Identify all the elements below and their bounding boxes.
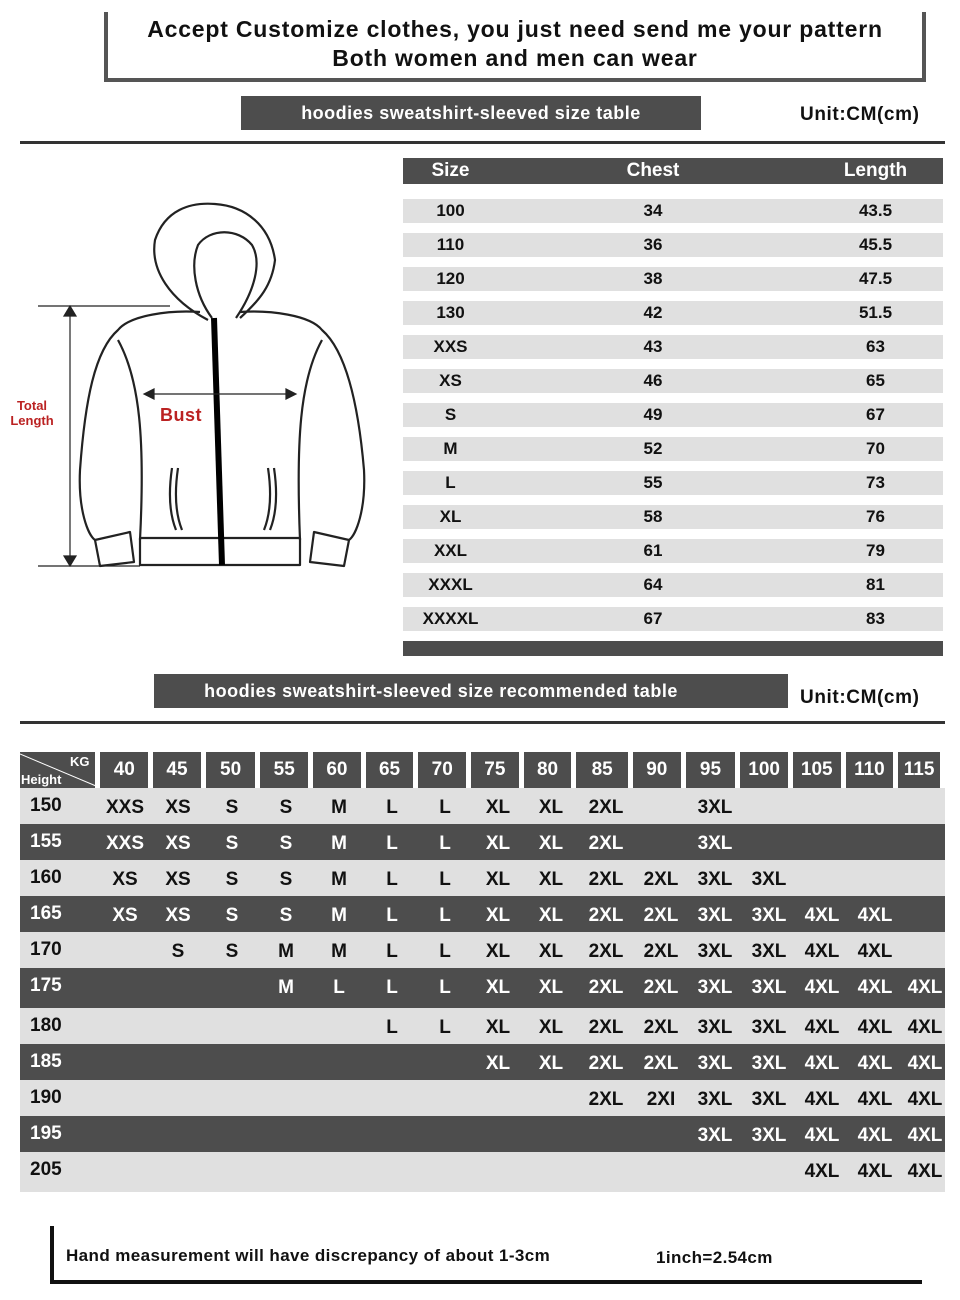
height-cell: 185 — [30, 1051, 62, 1072]
size-cell: XL — [485, 833, 511, 854]
size-cell: L — [386, 833, 398, 854]
size-cell: 3XL — [751, 905, 787, 926]
recommended-table-body — [20, 788, 945, 1192]
table-row — [20, 1116, 945, 1152]
chest-cell: 46 — [643, 371, 663, 390]
chest-cell: 58 — [643, 507, 663, 526]
length-cell: 67 — [866, 405, 885, 424]
weight-header-cell: 50 — [206, 752, 256, 788]
table-row — [403, 539, 943, 563]
size-cell: XXS — [433, 337, 468, 356]
weight-header-cell: 70 — [418, 752, 466, 788]
size-cell: S — [279, 869, 293, 890]
size-cell: 4XL — [804, 1053, 840, 1074]
size-cell: XXXL — [428, 575, 473, 594]
length-cell: 65 — [866, 371, 885, 390]
chest-cell: 64 — [643, 575, 663, 594]
size-cell: M — [331, 941, 347, 962]
size-cell: 2XL — [588, 1017, 624, 1038]
weight-header-cell: 40 — [100, 752, 148, 788]
size-table-title: hoodies sweatshirt-sleeved size table — [241, 96, 701, 130]
recommended-table-title: hoodies sweatshirt-sleeved size recommended table — [154, 674, 788, 708]
size-cell: 2XL — [588, 1053, 624, 1074]
size-cell: 4XL — [857, 1053, 893, 1074]
size-cell: XL — [538, 1017, 564, 1038]
weight-header-cell: 100 — [740, 752, 788, 788]
size-table-body — [403, 199, 943, 631]
size-cell: 3XL — [751, 977, 787, 998]
chest-cell: 55 — [643, 473, 663, 492]
weight-header-cell: 110 — [846, 752, 894, 788]
chest-cell: 34 — [643, 201, 663, 220]
length-cell: 79 — [866, 541, 885, 560]
size-cell: XL — [538, 977, 564, 998]
size-cell: 4XL — [804, 1125, 840, 1146]
size-cell: S — [279, 833, 293, 854]
corner-cell — [20, 752, 95, 788]
chest-cell: 42 — [643, 303, 663, 322]
weight-header-cell: 75 — [471, 752, 519, 788]
size-cell: 4XL — [804, 941, 840, 962]
length-cell: 81 — [866, 575, 885, 594]
measurement-note — [50, 1226, 922, 1284]
table-row — [20, 1008, 945, 1044]
size-cell: S — [225, 905, 239, 926]
size-cell: 2XL — [588, 797, 624, 818]
table-row — [403, 573, 943, 597]
size-cell: 3XL — [697, 1017, 733, 1038]
weight-header-cell: 115 — [898, 752, 940, 788]
divider — [20, 141, 945, 144]
chest-cell: 43 — [643, 337, 663, 356]
chest-cell: 52 — [643, 439, 663, 458]
length-cell: 47.5 — [858, 269, 893, 288]
size-cell: 3XL — [697, 1125, 733, 1146]
size-cell: XXS — [105, 833, 145, 854]
weight-header-cell: 60 — [313, 752, 361, 788]
size-cell: 2XL — [643, 869, 679, 890]
size-cell: M — [331, 869, 347, 890]
size-cell: 3XL — [697, 905, 733, 926]
size-cell: S — [225, 833, 239, 854]
size-cell: 4XL — [804, 977, 840, 998]
size-cell: 4XL — [907, 1125, 943, 1146]
divider — [20, 721, 945, 724]
table-row — [403, 505, 943, 529]
size-cell: XL — [439, 507, 462, 526]
size-cell: XXS — [105, 797, 145, 818]
size-cell: XS — [165, 797, 191, 818]
size-cell: 3XL — [697, 1053, 733, 1074]
length-cell: 45.5 — [858, 235, 893, 254]
length-cell: 43.5 — [858, 201, 893, 220]
size-cell: 4XL — [907, 977, 943, 998]
size-cell: L — [439, 797, 451, 818]
chest-cell: 61 — [643, 541, 663, 560]
size-cell: S — [279, 905, 293, 926]
size-cell: 4XL — [857, 1017, 893, 1038]
total-length-label: Total Length — [10, 398, 54, 428]
size-cell: L — [439, 869, 451, 890]
size-cell: 130 — [436, 303, 465, 322]
table-row — [20, 824, 945, 860]
size-cell: XL — [485, 977, 511, 998]
weight-header-cell: 85 — [576, 752, 628, 788]
height-cell: 170 — [30, 939, 62, 960]
height-cell: 160 — [30, 867, 62, 888]
chest-cell: 38 — [643, 269, 663, 288]
size-cell: 3XL — [697, 833, 733, 854]
weight-header-cell: 55 — [260, 752, 308, 788]
size-cell: M — [443, 439, 458, 458]
height-cell: 180 — [30, 1015, 62, 1036]
size-cell: XL — [538, 833, 564, 854]
size-cell: 3XL — [751, 941, 787, 962]
size-cell: 2XL — [588, 833, 624, 854]
size-cell: 3XL — [697, 1089, 733, 1110]
size-cell: 4XL — [804, 1089, 840, 1110]
table-row — [403, 233, 943, 257]
height-cell: 190 — [30, 1087, 62, 1108]
size-cell: 4XL — [804, 905, 840, 926]
size-cell: 4XL — [804, 1017, 840, 1038]
size-cell: 4XL — [857, 905, 893, 926]
chest-cell: 36 — [643, 235, 663, 254]
size-cell: M — [331, 833, 347, 854]
table-row — [20, 896, 945, 932]
size-cell: 2XL — [643, 905, 679, 926]
size-table-header — [403, 158, 943, 184]
size-cell: XL — [538, 941, 564, 962]
table-row — [403, 403, 943, 427]
size-cell: L — [386, 941, 398, 962]
size-cell: XS — [112, 869, 138, 890]
size-table — [403, 158, 943, 656]
height-cell: 175 — [30, 975, 62, 996]
size-cell: 4XL — [857, 941, 893, 962]
size-cell: S — [225, 797, 239, 818]
size-cell: 2XI — [646, 1089, 676, 1110]
length-cell: 51.5 — [858, 303, 893, 322]
size-cell: XL — [538, 1053, 564, 1074]
size-cell: S — [225, 941, 239, 962]
size-cell: XL — [485, 797, 511, 818]
table-row — [403, 369, 943, 393]
length-cell: 76 — [866, 507, 885, 526]
length-cell: 73 — [866, 473, 885, 492]
size-cell: 3XL — [697, 941, 733, 962]
length-cell: 63 — [866, 337, 885, 356]
inch-conversion: 1inch=2.54cm — [656, 1248, 773, 1267]
weight-header-cell: 80 — [524, 752, 572, 788]
size-cell: L — [439, 941, 451, 962]
corner-height-label: Height — [21, 772, 62, 787]
height-cell: 205 — [30, 1159, 62, 1180]
size-cell: 2XL — [588, 941, 624, 962]
size-cell: 2XL — [588, 869, 624, 890]
table-row — [403, 335, 943, 359]
size-cell: 2XL — [643, 1017, 679, 1038]
size-cell: 4XL — [907, 1161, 943, 1182]
size-cell: S — [279, 797, 293, 818]
table-row — [403, 607, 943, 631]
size-cell: XS — [165, 833, 191, 854]
header-banner — [104, 12, 926, 82]
size-cell: 3XL — [751, 1089, 787, 1110]
size-cell: 110 — [436, 235, 465, 254]
size-table-footer-bar — [403, 641, 943, 656]
size-cell: L — [439, 905, 451, 926]
weight-header-cell: 90 — [633, 752, 681, 788]
size-cell: 100 — [436, 201, 465, 220]
size-cell: XS — [165, 905, 191, 926]
table-row — [403, 199, 943, 223]
length-cell: 70 — [866, 439, 885, 458]
table-row — [20, 788, 945, 824]
table-row — [20, 1080, 945, 1116]
table-row — [20, 1152, 945, 1192]
size-cell: L — [386, 977, 398, 998]
size-cell: S — [171, 941, 185, 962]
size-cell: XXXXL — [422, 609, 479, 628]
table-row — [20, 1044, 945, 1080]
size-cell: 3XL — [751, 869, 787, 890]
size-cell: 4XL — [907, 1053, 943, 1074]
table-row — [403, 301, 943, 325]
height-cell: 150 — [30, 795, 62, 816]
recommended-table-unit: Unit:CM(cm) — [800, 687, 920, 708]
weight-header-cell: 95 — [686, 752, 736, 788]
size-cell: 2XL — [588, 977, 624, 998]
hoodie-diagram — [0, 190, 380, 590]
height-cell: 165 — [30, 903, 62, 924]
size-cell: 3XL — [751, 1053, 787, 1074]
banner-line-1: Accept Customize clothes, you just need send me your pattern — [147, 16, 883, 42]
weight-header-cell: 105 — [793, 752, 841, 788]
table-row — [20, 968, 945, 1008]
bust-label: Bust — [160, 405, 202, 425]
size-cell: XL — [485, 1053, 511, 1074]
size-cell: S — [444, 405, 457, 424]
size-cell: 4XL — [857, 1125, 893, 1146]
size-cell: M — [278, 977, 294, 998]
size-cell: M — [331, 797, 347, 818]
length-cell: 83 — [866, 609, 885, 628]
size-cell: XL — [538, 905, 564, 926]
size-cell: L — [445, 473, 456, 492]
recommended-table-header — [20, 752, 945, 788]
recommended-table — [20, 752, 945, 1192]
size-cell: XL — [485, 869, 511, 890]
banner-line-2: Both women and men can wear — [332, 45, 698, 71]
height-cell: 195 — [30, 1123, 62, 1144]
size-cell: XXL — [433, 541, 468, 560]
size-cell: 4XL — [907, 1017, 943, 1038]
discrepancy-note: Hand measurement will have discrepancy of about 1-3cm — [66, 1246, 551, 1265]
size-cell: 120 — [436, 269, 465, 288]
weight-header-cell: 45 — [153, 752, 201, 788]
size-cell: 4XL — [857, 1089, 893, 1110]
size-cell: XS — [439, 371, 462, 390]
size-cell: 3XL — [697, 869, 733, 890]
size-cell: 4XL — [804, 1161, 840, 1182]
size-cell: L — [439, 833, 451, 854]
size-cell: L — [439, 977, 451, 998]
size-cell: 2XL — [643, 1053, 679, 1074]
header-size: Size — [431, 160, 470, 181]
header-length: Length — [843, 160, 908, 181]
size-cell: L — [386, 1017, 398, 1038]
table-row — [403, 471, 943, 495]
table-row — [20, 932, 945, 968]
weight-header-cell: 65 — [366, 752, 414, 788]
size-cell: L — [386, 869, 398, 890]
size-cell: L — [333, 977, 345, 998]
size-cell: 2XL — [643, 977, 679, 998]
height-cell: 155 — [30, 831, 62, 852]
size-cell: 4XL — [857, 977, 893, 998]
size-cell: 3XL — [751, 1017, 787, 1038]
chest-cell: 67 — [643, 609, 663, 628]
size-table-unit: Unit:CM(cm) — [800, 104, 920, 125]
header-chest: Chest — [626, 160, 680, 181]
table-row — [403, 267, 943, 291]
size-cell: L — [386, 797, 398, 818]
size-cell: L — [386, 905, 398, 926]
size-cell: 3XL — [697, 977, 733, 998]
size-cell: XL — [485, 1017, 511, 1038]
size-cell: 4XL — [907, 1089, 943, 1110]
size-cell: XL — [485, 905, 511, 926]
size-cell: 3XL — [697, 797, 733, 818]
table-row — [403, 437, 943, 461]
size-cell: M — [331, 905, 347, 926]
size-cell: M — [278, 941, 294, 962]
size-cell: 4XL — [857, 1161, 893, 1182]
size-cell: XS — [112, 905, 138, 926]
size-cell: XL — [538, 797, 564, 818]
chest-cell: 49 — [643, 405, 663, 424]
size-cell: S — [225, 869, 239, 890]
size-cell: XS — [165, 869, 191, 890]
size-cell: 2XL — [588, 905, 624, 926]
size-cell: 3XL — [751, 1125, 787, 1146]
size-cell: XL — [538, 869, 564, 890]
size-cell: XL — [485, 941, 511, 962]
size-cell: L — [439, 1017, 451, 1038]
table-row — [20, 860, 945, 896]
size-cell: 2XL — [643, 941, 679, 962]
size-cell: 2XL — [588, 1089, 624, 1110]
corner-kg-label: KG — [69, 754, 90, 769]
